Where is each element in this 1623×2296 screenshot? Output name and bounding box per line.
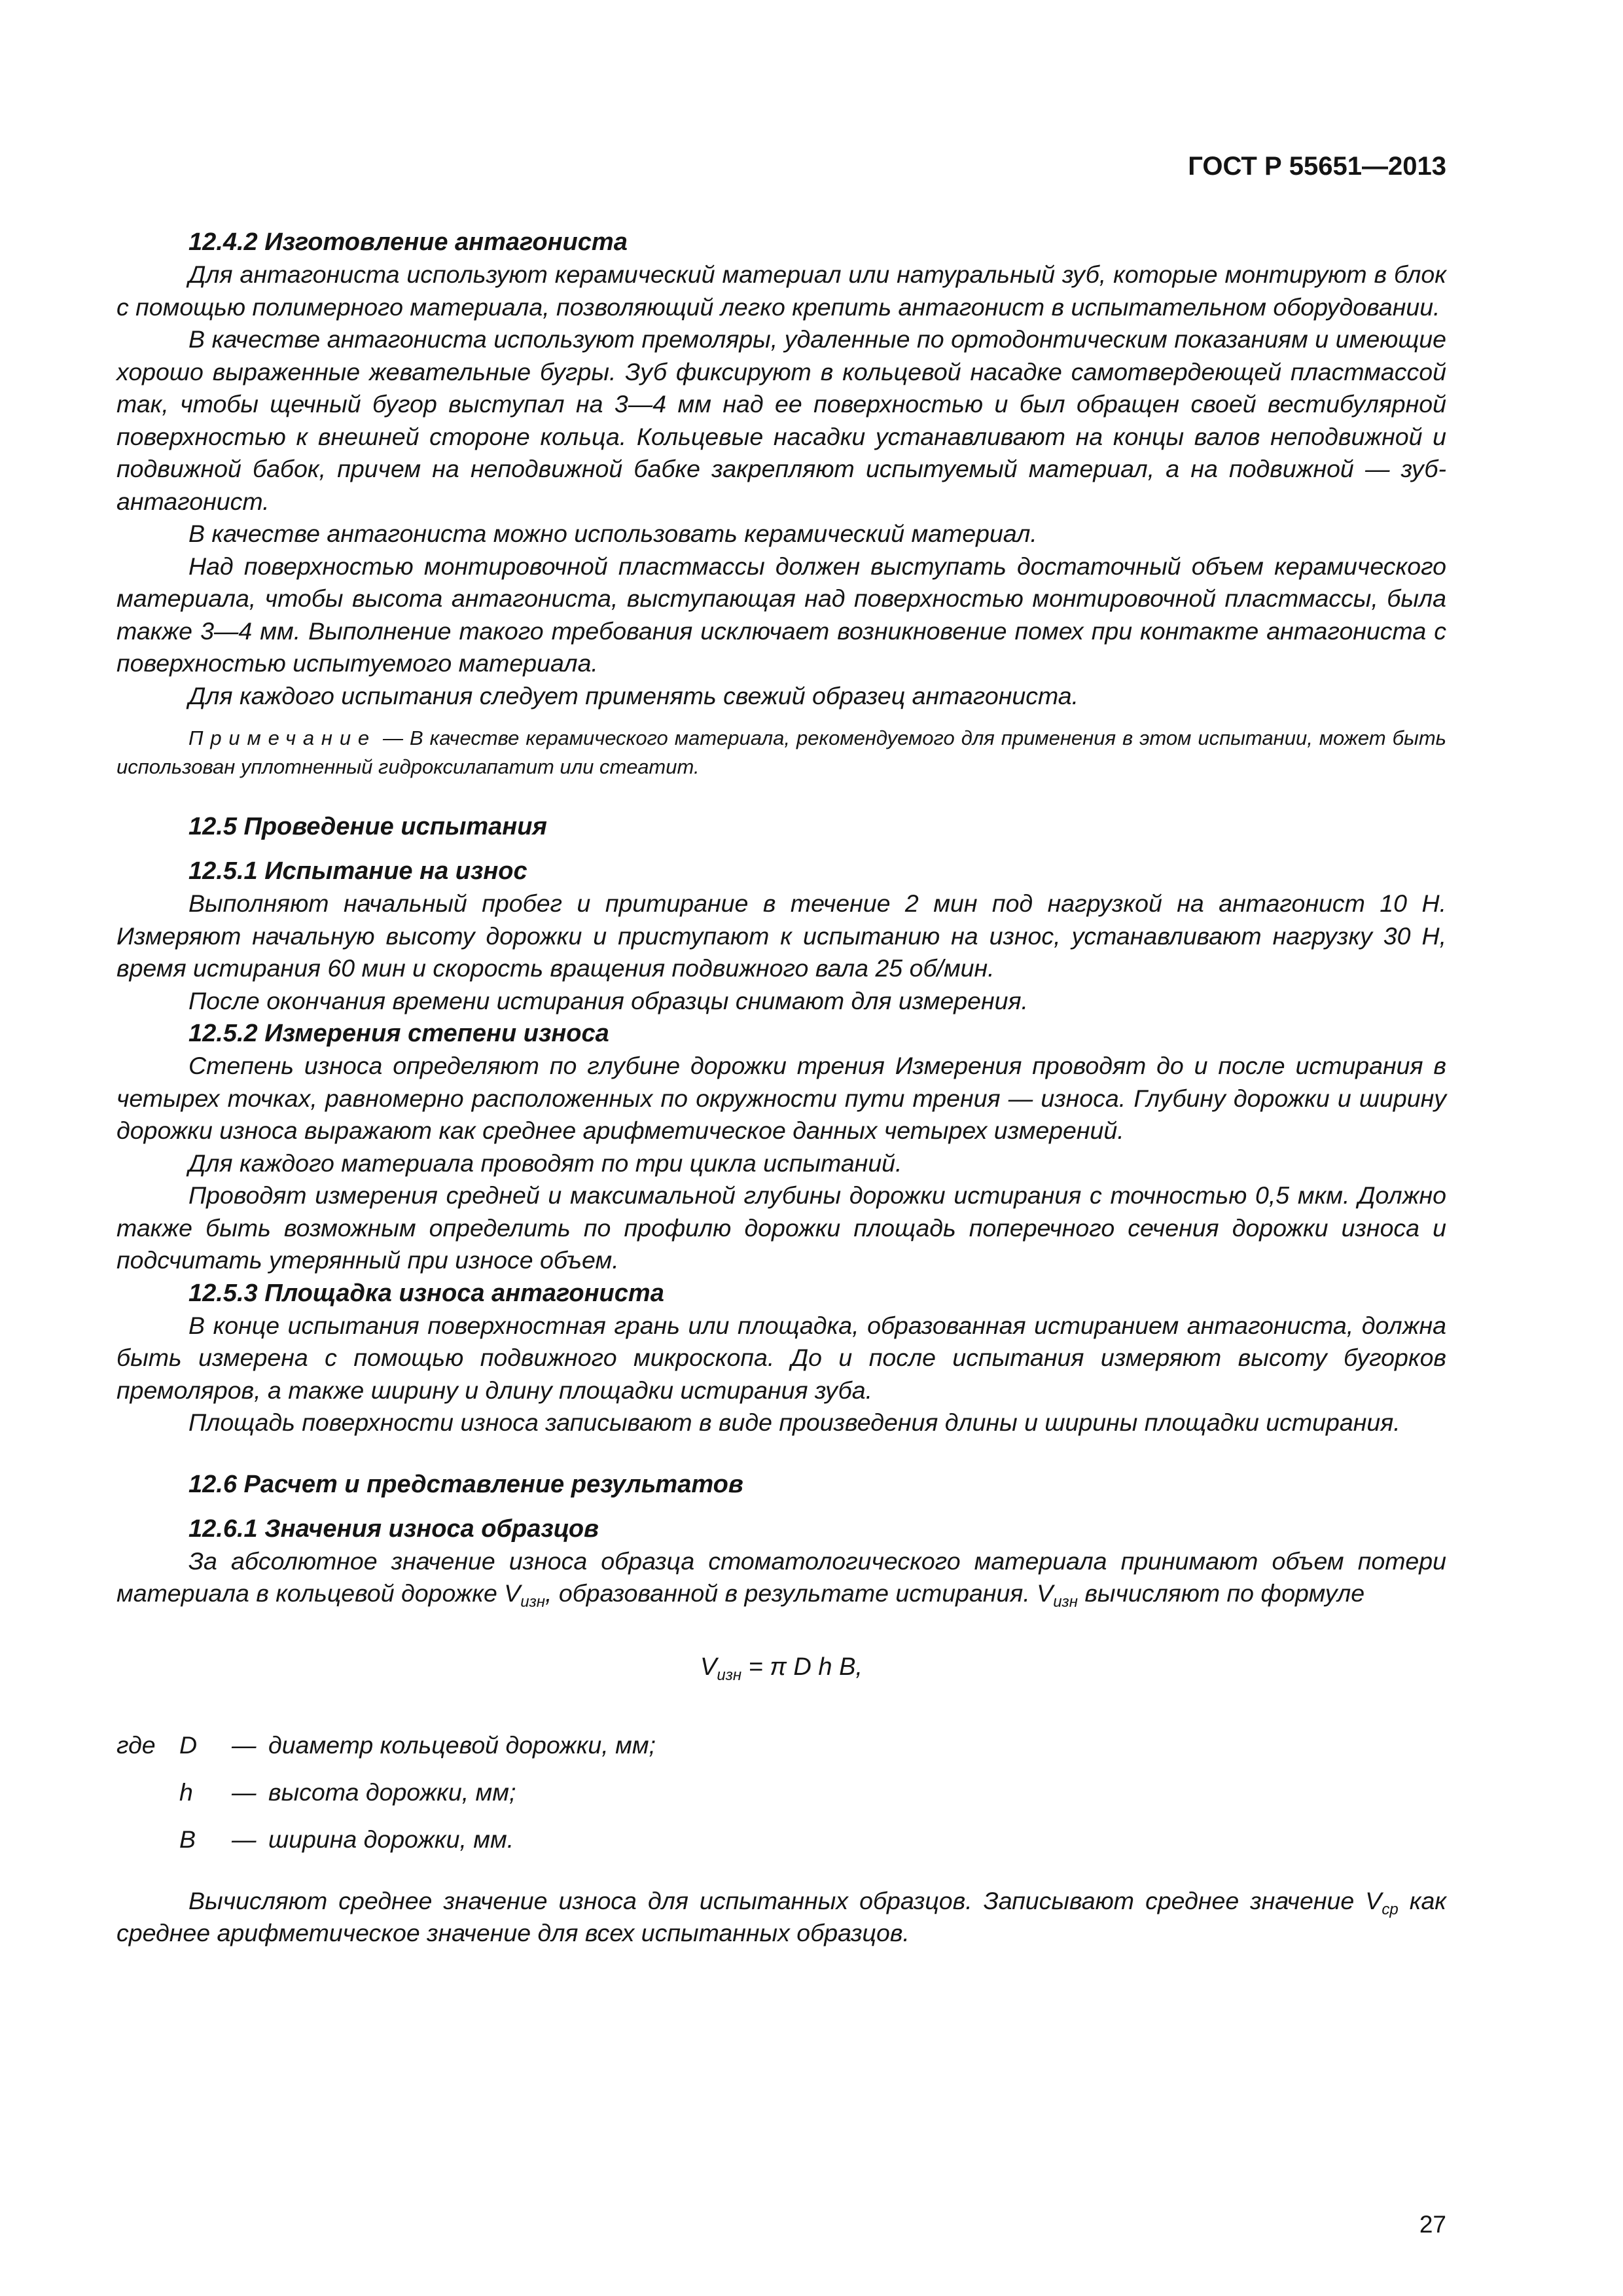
note [116, 724, 1446, 781]
section-12-5-title: 12.5 Проведение испытания [188, 813, 547, 840]
note-label: Примечание [188, 726, 377, 749]
formula-rest: = π D h B, [741, 1653, 863, 1681]
subscript: изн [1053, 1593, 1078, 1611]
legend-description: диаметр кольцевой дорожки, мм; [268, 1731, 656, 1759]
section-12-4-2-title: 12.4.2 Изготовление антагониста [188, 228, 628, 256]
legend-lead: где [116, 1731, 156, 1759]
paragraph: После окончания времени истирания образцы снимают для измерения. [188, 986, 1028, 1014]
text-run: За абсолютное значение износа образца стоматологического материала принимают объем потери материала в кольцевой дорожке V [116, 1547, 1446, 1607]
paragraph: Площадь поверхности износа записывают в виде произведения длины и ширины площадки истирания. [188, 1408, 1400, 1436]
paragraph: Для каждого испытания следует применять свежий образец антагониста. [188, 681, 1079, 709]
section-12-5-2-title: 12.5.2 Измерения степени износа [188, 1020, 609, 1047]
legend-dash: — [232, 1825, 257, 1853]
text-run: , образованной в результате истирания. V [545, 1579, 1054, 1607]
paragraph: Степень износа определяют по глубине дорожки трения Измерения проводят до и после истирания в четырех точках, равномерно расположенных по окружности пути трения — износа. Глубину дорожки и ширину дорожки износа выражают как среднее арифметическое данных четырех измерений. [116, 1052, 1446, 1144]
formula-symbol: V [700, 1653, 717, 1681]
legend-row [116, 1816, 1446, 1863]
formula [116, 1651, 1446, 1683]
legend-description: высота дорожки, мм; [268, 1778, 516, 1806]
section-12-5-1-title: 12.5.1 Испытание на износ [188, 857, 527, 885]
text-run: вычисляют по формуле [1077, 1579, 1365, 1607]
legend-description: ширина дорожки, мм. [268, 1825, 514, 1853]
document-page [116, 0, 1446, 2296]
paragraph: Выполняют начальный пробег и притирание в течение 2 мин под нагрузкой на антагонист 10 Н. Измеряют начальную высоту дорожки и приступают к испытанию на износ, устанавливают нагрузку 30 Н, время истирания 60 мин и скорость вращения подвижного вала 25 об/мин. [116, 889, 1446, 982]
paragraph: В конце испытания поверхностная грань или площадка, образованная истиранием антагониста, должна быть измерена с помощью подвижного микроскопа. До и после испытания измеряют высоту бугорков премоляров, а также ширину и длину площадки истирания зуба. [116, 1311, 1446, 1404]
page-number: 27 [1419, 2211, 1446, 2238]
text-run: как среднее арифметическое значение для всех испытанных образцов. [116, 1886, 1447, 1946]
page-content [116, 226, 1446, 1950]
formula-legend [116, 1721, 1446, 1863]
paragraph [116, 1545, 1446, 1610]
legend-symbol: D [179, 1731, 198, 1759]
legend-row [116, 1721, 1446, 1768]
formula-subscript: изн [717, 1666, 742, 1684]
paragraph: Для каждого материала проводят по три цикла испытаний. [188, 1149, 902, 1177]
subscript: изн [520, 1593, 545, 1611]
legend-symbol: B [179, 1825, 196, 1853]
paragraph: Проводят измерения средней и максимальной глубины дорожки истирания с точностью 0,5 мкм. Должно также быть возможным определить по профилю дорожки площадь поперечного сечения дорожки износа и подсчитать утерянный при износе объем. [116, 1181, 1446, 1274]
paragraph: Над поверхностью монтировочной пластмассы должен выступать достаточный объем керамического материала, чтобы высота антагониста, выступающая над поверхностью монтировочной пластмассы, была также 3—4 мм. Выполнение такого требования исключает возникновение помех при контакте антагониста с поверхностью испытуемого материала. [116, 552, 1446, 677]
legend-dash: — [232, 1731, 257, 1759]
section-12-6-title: 12.6 Расчет и представление результатов [188, 1470, 743, 1498]
legend-row [116, 1768, 1446, 1816]
text-run: Вычисляют среднее значение износа для испытанных образцов. Записывают среднее значение V [188, 1886, 1382, 1914]
section-12-6-1-title: 12.6.1 Значения износа образцов [188, 1515, 599, 1543]
note-text: — В качестве керамического материала, рекомендуемого для применения в этом испытании, может быть использован уплотненный гидроксилапатит или стеатит. [116, 726, 1446, 778]
paragraph: В качестве антагониста можно использовать керамический материал. [188, 520, 1037, 547]
subscript: ср [1382, 1900, 1399, 1918]
section-12-5-3-title: 12.5.3 Площадка износа антагониста [188, 1279, 664, 1307]
legend-dash: — [232, 1778, 257, 1806]
legend-symbol: h [179, 1778, 193, 1806]
paragraph: В качестве антагониста используют премоляры, удаленные по ортодонтическим показаниям и имеющие хорошо выраженные жевательные бугры. Зуб фиксируют в кольцевой насадке самотвердеющей пластмассой так, чтобы щечный бугор выступал на 3—4 мм над ее поверхностью и был обращен своей вестибулярной поверхностью к внешней стороне кольца. Кольцевые насадки устанавливают на концы валов неподвижной и подвижной бабок, причем на неподвижной бабке закрепляют испытуемый материал, а на подвижной — зуб-антагонист. [116, 325, 1446, 515]
document-code: ГОСТ Р 55651—2013 [1188, 152, 1446, 181]
paragraph [116, 1885, 1446, 1950]
paragraph: Для антагониста используют керамический материал или натуральный зуб, которые монтируют в блок с помощью полимерного материала, позволяющий легко крепить антагонист в испытательном оборудовании. [116, 260, 1446, 321]
